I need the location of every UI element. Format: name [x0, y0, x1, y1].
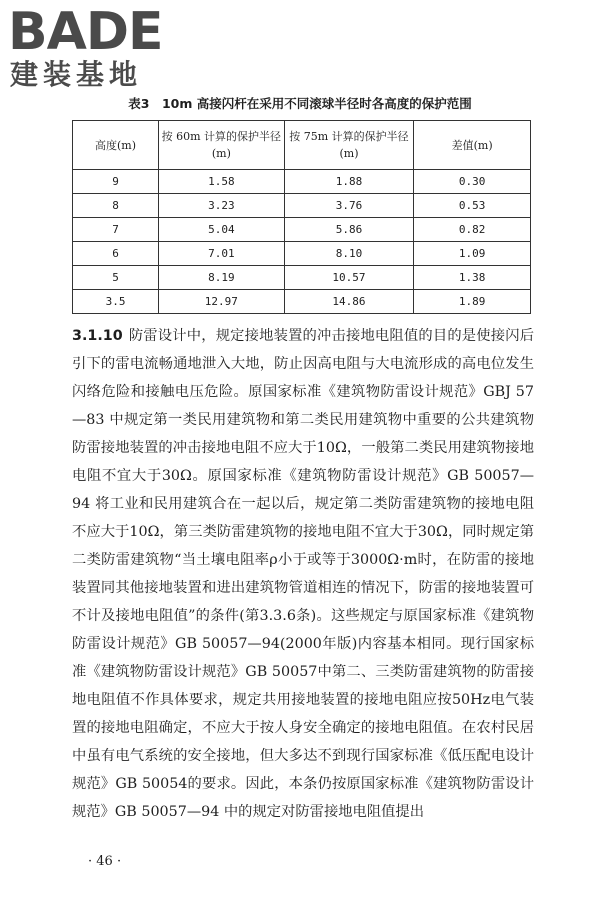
- header-difference: 差值(m): [414, 121, 531, 170]
- cell-difference: 1.38: [414, 266, 531, 290]
- cell-radius-60m: 3.23: [159, 194, 285, 218]
- table-title: 表3 10m 高接闪杆在采用不同滚球半径时各高度的保护范围: [128, 96, 472, 111]
- cell-radius-60m: 1.58: [159, 170, 285, 194]
- cell-height: 5: [73, 266, 159, 290]
- header-radius-75m: 按 75m 计算的保护半径(m): [284, 121, 414, 170]
- cell-radius-75m: 5.86: [284, 218, 414, 242]
- table-row: [73, 290, 531, 314]
- cell-difference: 0.30: [414, 170, 531, 194]
- cell-height: 3.5: [73, 290, 159, 314]
- table-row: [73, 242, 531, 266]
- cell-height: 9: [73, 170, 159, 194]
- bade-logo: [8, 2, 178, 92]
- clause-text: 防雷设计中，规定接地装置的冲击接地电阻值的目的是使接闪后引下的雷电流畅通地泄入大地，防止因高电阻与大电流形成的高电位发生闪络危险和接触电压危险。原国家标准《建筑物防雷设计规范》GBJ 57—83 中规定第一类民用建筑物和第二类民用建筑物中重要的公共建筑物防雷接地装置的冲击接地电阻不应大于10Ω，一般第二类民用建筑物接地电阻不宜大于30Ω。原国家标准《建筑物防雷设计规范》GB 50057—94 将工业和民用建筑合在一起以后，规定第二类防雷建筑物的接地电阻不应大于10Ω，第三类防雷建筑物的接地电阻不宜大于30Ω，同时规定第二类防雷建筑物“当土壤电阻率ρ小于或等于3000Ω·m时，在防雷的接地装置同其他接地装置和进出建筑物管道相连的情况下，防雷的接地装置可不计及接地电阻值”的条件(第3.3.6条)。这些规定与原国家标准《建筑物防雷设计规范》GB 50057—94(2000年版)内容基本相同。现行国家标准《建筑物防雷设计规范》GB 50057中第二、三类防雷建筑物的防雷接地电阻值不作具体要求，规定共用接地装置的接地电阻应按50Hz电气装置的接地电阻确定，不应大于按人身安全确定的接地电阻值。在农村民居中虽有电气系统的安全接地，但大多达不到现行国家标准《低压配电设计规范》GB 50054的要求。因此，本条仍按原国家标准《建筑物防雷设计规范》GB 50057—94 中的规定对防雷接地电阻值提出: [72, 328, 534, 820]
- cell-radius-60m: 7.01: [159, 242, 285, 266]
- header-height: 高度(m): [73, 121, 159, 170]
- cell-difference: 1.09: [414, 242, 531, 266]
- cell-radius-75m: 10.57: [284, 266, 414, 290]
- table-row: [73, 218, 531, 242]
- table-row: [73, 194, 531, 218]
- cell-radius-75m: 3.76: [284, 194, 414, 218]
- cell-radius-60m: 12.97: [159, 290, 285, 314]
- table-row: [73, 266, 531, 290]
- cell-radius-75m: 14.86: [284, 290, 414, 314]
- cell-radius-75m: 8.10: [284, 242, 414, 266]
- table-row: [73, 170, 531, 194]
- cell-radius-75m: 1.88: [284, 170, 414, 194]
- logo-chinese-text: 建装基地: [10, 58, 143, 91]
- clause-paragraph: [72, 322, 534, 826]
- clause-number: 3.1.10: [72, 328, 123, 344]
- table-header-row: [73, 121, 531, 170]
- cell-height: 6: [73, 242, 159, 266]
- cell-radius-60m: 5.04: [159, 218, 285, 242]
- page-number: · 46 ·: [88, 854, 122, 869]
- header-radius-60m: 按 60m 计算的保护半径(m): [159, 121, 285, 170]
- cell-radius-60m: 8.19: [159, 266, 285, 290]
- cell-difference: 1.89: [414, 290, 531, 314]
- cell-difference: 0.82: [414, 218, 531, 242]
- cell-height: 8: [73, 194, 159, 218]
- logo-wordmark: BADE: [8, 2, 163, 62]
- cell-difference: 0.53: [414, 194, 531, 218]
- protection-range-table: [72, 120, 531, 314]
- cell-height: 7: [73, 218, 159, 242]
